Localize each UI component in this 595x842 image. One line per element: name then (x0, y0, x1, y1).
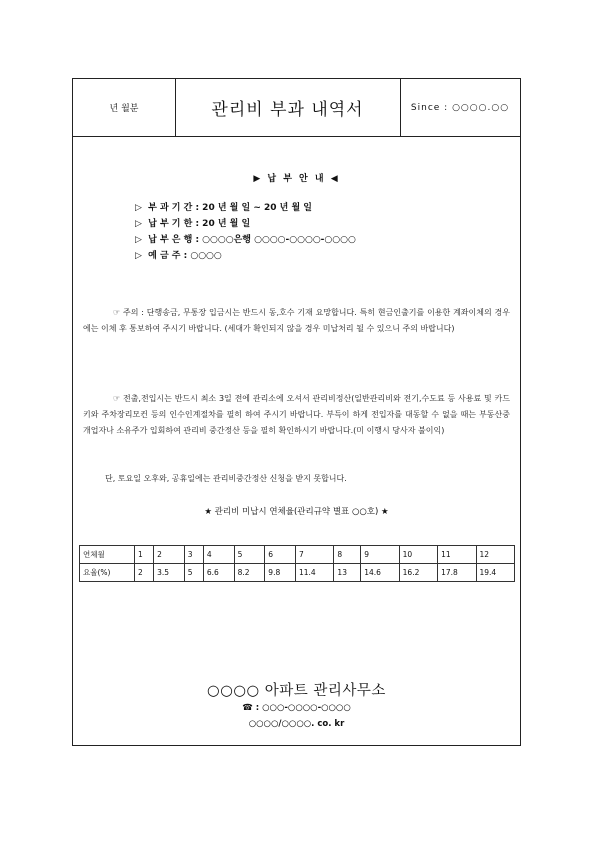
penalty-rate-table (79, 545, 515, 582)
office-website: ○○○○/○○○○. co. kr (248, 719, 345, 729)
months-header: 연체월 (80, 546, 135, 564)
table-row (80, 564, 515, 582)
account-holder-text: 예 금 주 : ○○○○ (148, 251, 222, 261)
billing-period (135, 200, 312, 213)
triangle-arrow-icon: ▷ (135, 219, 142, 229)
rate-cell: 19.4 (476, 564, 515, 582)
payment-bank-text: 납 부 은 행 : ○○○○은행 ○○○○-○○○○-○○○○ (148, 235, 356, 245)
rate-cell: 2 (135, 564, 154, 582)
month-cell: 5 (234, 546, 265, 564)
notice-heading: ▶ 납 부 안 내 ◀ (253, 174, 340, 184)
rate-cell: 5 (184, 564, 203, 582)
triangle-arrow-icon: ▷ (135, 235, 142, 245)
month-cell: 2 (154, 546, 185, 564)
penalty-heading: ★ 관리비 미납시 연체율(관리규약 별표 ○○호) ★ (204, 507, 389, 517)
month-cell: 9 (361, 546, 399, 564)
month-cell: 4 (203, 546, 234, 564)
rate-cell: 3.5 (154, 564, 185, 582)
account-holder (135, 248, 222, 261)
header-row (73, 79, 520, 137)
month-cell: 3 (184, 546, 203, 564)
month-cell: 10 (399, 546, 437, 564)
payment-deadline-text: 납 부 기 한 : 20 년 월 일 (148, 219, 251, 229)
billing-period-text: 부 과 기 간 : 20 년 월 일 ~ 20 년 월 일 (148, 203, 313, 213)
triangle-arrow-icon: ▷ (135, 251, 142, 261)
month-cell: 1 (135, 546, 154, 564)
payment-bank (135, 232, 356, 245)
rate-cell: 8.2 (234, 564, 265, 582)
rate-cell: 14.6 (361, 564, 399, 582)
caution-paragraph: ☞ 주의 : 단행송금, 무통장 입금시는 반드시 동,호수 기재 요망합니다. 특히 현금인출기를 이용한 계좌이체의 경우에는 이체 후 통보하여 주시기 바랍니다. (세대가 확인되지 않을 경우 미납처리 될 수 있으니 주의 바랍니다) (83, 308, 510, 333)
rate-cell: 6.6 (203, 564, 234, 582)
table-row (80, 546, 515, 564)
weekend-paragraph: 단, 토요일 오후와, 공휴일에는 관리비중간정산 신청을 받지 못합니다. (105, 474, 347, 483)
rate-cell: 13 (334, 564, 361, 582)
rate-cell: 16.2 (399, 564, 437, 582)
month-cell: 12 (476, 546, 515, 564)
month-cell: 8 (334, 546, 361, 564)
rate-cell: 9.8 (265, 564, 296, 582)
month-cell: 6 (265, 546, 296, 564)
office-phone: ☎ : ○○○-○○○○-○○○○ (242, 703, 351, 713)
triangle-arrow-icon: ▷ (135, 203, 142, 213)
rate-cell: 17.8 (438, 564, 476, 582)
month-cell: 7 (296, 546, 334, 564)
rate-cell: 11.4 (296, 564, 334, 582)
payment-deadline (135, 216, 250, 229)
statement-frame (72, 78, 521, 746)
month-cell: 11 (438, 546, 476, 564)
rates-header: 요율(%) (80, 564, 135, 582)
since-label: Since : ○○○○.○○ (410, 102, 510, 113)
month-label: 년 월분 (73, 79, 176, 136)
document-title: 관리비 부과 내역서 (175, 79, 401, 136)
move-paragraph: ☞ 전출,전입시는 반드시 최소 3일 전에 관리소에 오셔서 관리비정산(일반관리비와 전기,수도료 등 사용료 및 카드키와 주차장리모컨 등의 인수인계절차를 필히 하여 주시기 바랍니다. 부득이 하게 전입자를 대동할 수 없을 때는 부동산중개업자나 소유주가 입회하여 관리비 중간정산 등을 필히 확인하시기 바랍니다.(미 이행시 당사자 불이익) (83, 394, 510, 435)
office-name: ○○○○ 아파트 관리사무소 (207, 683, 386, 699)
